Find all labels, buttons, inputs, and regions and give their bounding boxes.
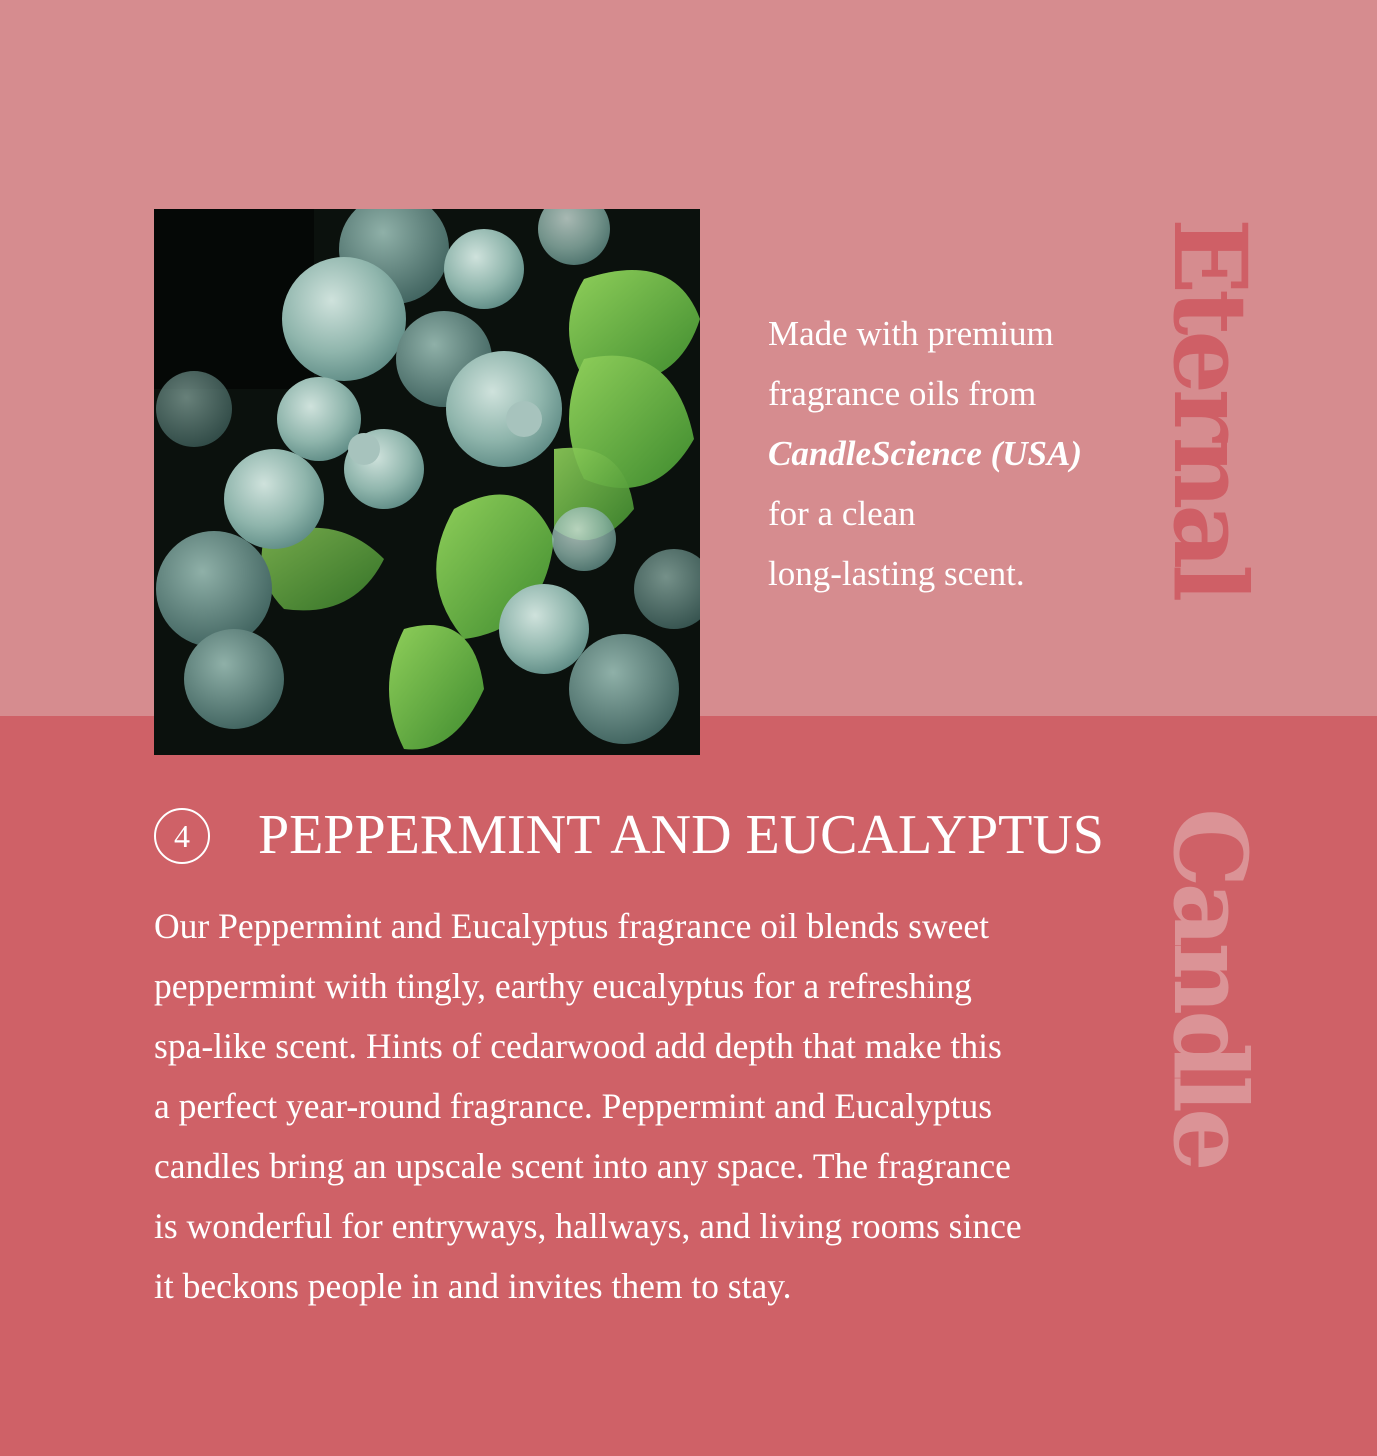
intro-text: [768, 304, 1148, 604]
description-line: candles bring an upscale scent into any space. The fragrance: [154, 1146, 1011, 1186]
description-line: it beckons people in and invites them to stay.: [154, 1266, 792, 1306]
eucalyptus-peppermint-photo: [154, 209, 700, 755]
scent-number-badge: 4: [154, 808, 210, 864]
scent-description: [154, 896, 1134, 1316]
intro-line: fragrance oils from: [768, 374, 1037, 413]
wordmark-candle: Candle: [1151, 808, 1269, 1167]
scent-title: PEPPERMINT AND EUCALYPTUS: [258, 804, 1104, 866]
description-line: is wonderful for entryways, hallways, and living rooms since: [154, 1206, 1022, 1246]
description-line: a perfect year-round fragrance. Peppermint and Eucalyptus: [154, 1086, 993, 1126]
intro-line: Made with premium: [768, 314, 1054, 353]
intro-line: for a clean: [768, 494, 916, 533]
description-line: spa-like scent. Hints of cedarwood add depth that make this: [154, 1026, 1002, 1066]
description-line: Our Peppermint and Eucalyptus fragrance oil blends sweet: [154, 906, 989, 946]
description-line: peppermint with tingly, earthy eucalyptus for a refreshing: [154, 966, 972, 1006]
intro-brand-line: CandleScience (USA): [768, 434, 1083, 473]
intro-line: long-lasting scent.: [768, 554, 1025, 593]
wordmark-eternal: Eternal: [1151, 218, 1269, 598]
